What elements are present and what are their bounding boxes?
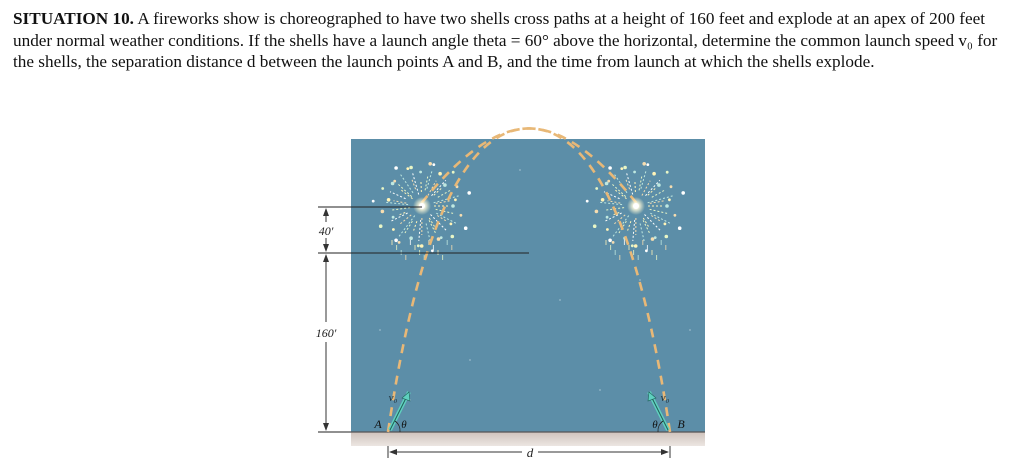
burst-spark xyxy=(608,166,612,170)
burst-spark xyxy=(420,244,424,248)
burst-spark xyxy=(668,198,671,201)
burst-spark xyxy=(593,224,597,228)
dimension-d-label: d xyxy=(526,445,534,460)
burst-spark xyxy=(652,172,656,176)
burst-spark xyxy=(391,182,395,186)
burst-spark xyxy=(409,166,413,170)
theta-left-label: θ xyxy=(401,419,407,431)
burst-spark xyxy=(381,210,385,214)
point-a-label: A xyxy=(374,417,382,431)
dimension-160 xyxy=(323,254,329,431)
problem-text: A fireworks show is choreographed to have two shells cross paths at a height of 160 feet and explode at an apex of 200 feet under normal weather conditions. If the shells have a launch angle theta = 60° above the horizontal, determine the common launch speed v₀ for the shells, the separation distance d between the launch points A and B, and the time from launch at which the shells explode. xyxy=(13,9,998,71)
burst-spark xyxy=(428,162,432,166)
burst-spark xyxy=(394,166,398,170)
v0-right-label: v₀ xyxy=(660,392,670,404)
burst-spark xyxy=(633,171,636,174)
burst-spark xyxy=(432,163,435,166)
burst-spark xyxy=(387,198,391,202)
burst-spark xyxy=(438,172,442,176)
burst-spark xyxy=(620,167,623,170)
burst-spark xyxy=(670,185,673,188)
burst-spark xyxy=(666,171,669,174)
dimension-160-label: 160′ xyxy=(315,326,337,340)
sky-background xyxy=(351,139,705,433)
burst-spark xyxy=(451,235,455,239)
burst-spark xyxy=(595,210,599,214)
burst-spark xyxy=(392,228,395,231)
burst-spark xyxy=(605,182,609,186)
burst-spark xyxy=(464,226,468,230)
burst-spark xyxy=(586,200,589,203)
burst-spark xyxy=(608,239,612,243)
burst-spark xyxy=(372,200,375,203)
burst-spark xyxy=(437,237,441,241)
burst-spark xyxy=(393,180,396,183)
burst-spark xyxy=(606,228,609,231)
burst-spark xyxy=(606,216,609,219)
burst-spark xyxy=(409,236,413,240)
theta-right-label: θ xyxy=(652,419,658,431)
burst-spark xyxy=(467,191,471,195)
burst-spark xyxy=(379,224,383,228)
burst-spark xyxy=(595,187,598,190)
burst-spark xyxy=(651,237,655,241)
burst-spark xyxy=(419,171,422,174)
burst-spark xyxy=(417,244,420,247)
burst-spark xyxy=(631,244,634,247)
problem-label: SITUATION 10. xyxy=(13,9,134,28)
burst-spark xyxy=(394,239,398,243)
burst-spark xyxy=(642,162,646,166)
burst-spark xyxy=(460,214,463,217)
burst-spark xyxy=(646,163,649,166)
burst-spark xyxy=(665,235,669,239)
burst-spark xyxy=(381,187,384,190)
burst-spark xyxy=(634,244,638,248)
burst-spark xyxy=(657,183,661,187)
burst-spark xyxy=(392,216,395,219)
burst-spark xyxy=(665,204,669,208)
burst-spark xyxy=(674,214,677,217)
v0-left-label: v₀ xyxy=(388,392,398,404)
burst-spark xyxy=(612,241,615,244)
burst-spark xyxy=(450,223,453,226)
burst-spark xyxy=(678,226,682,230)
burst-spark xyxy=(451,204,455,208)
burst-spark xyxy=(452,171,455,174)
burst-spark xyxy=(607,180,610,183)
dimension-40-label: 40′ xyxy=(318,224,334,238)
burst-spark xyxy=(398,241,401,244)
burst-spark xyxy=(681,191,685,195)
ground xyxy=(351,432,705,446)
burst-spark xyxy=(664,223,667,226)
burst-spark xyxy=(443,183,447,187)
burst-spark xyxy=(406,167,409,170)
point-b-label: B xyxy=(677,417,685,431)
burst-spark xyxy=(623,166,627,170)
burst-spark xyxy=(601,198,605,202)
burst-spark xyxy=(454,198,457,201)
